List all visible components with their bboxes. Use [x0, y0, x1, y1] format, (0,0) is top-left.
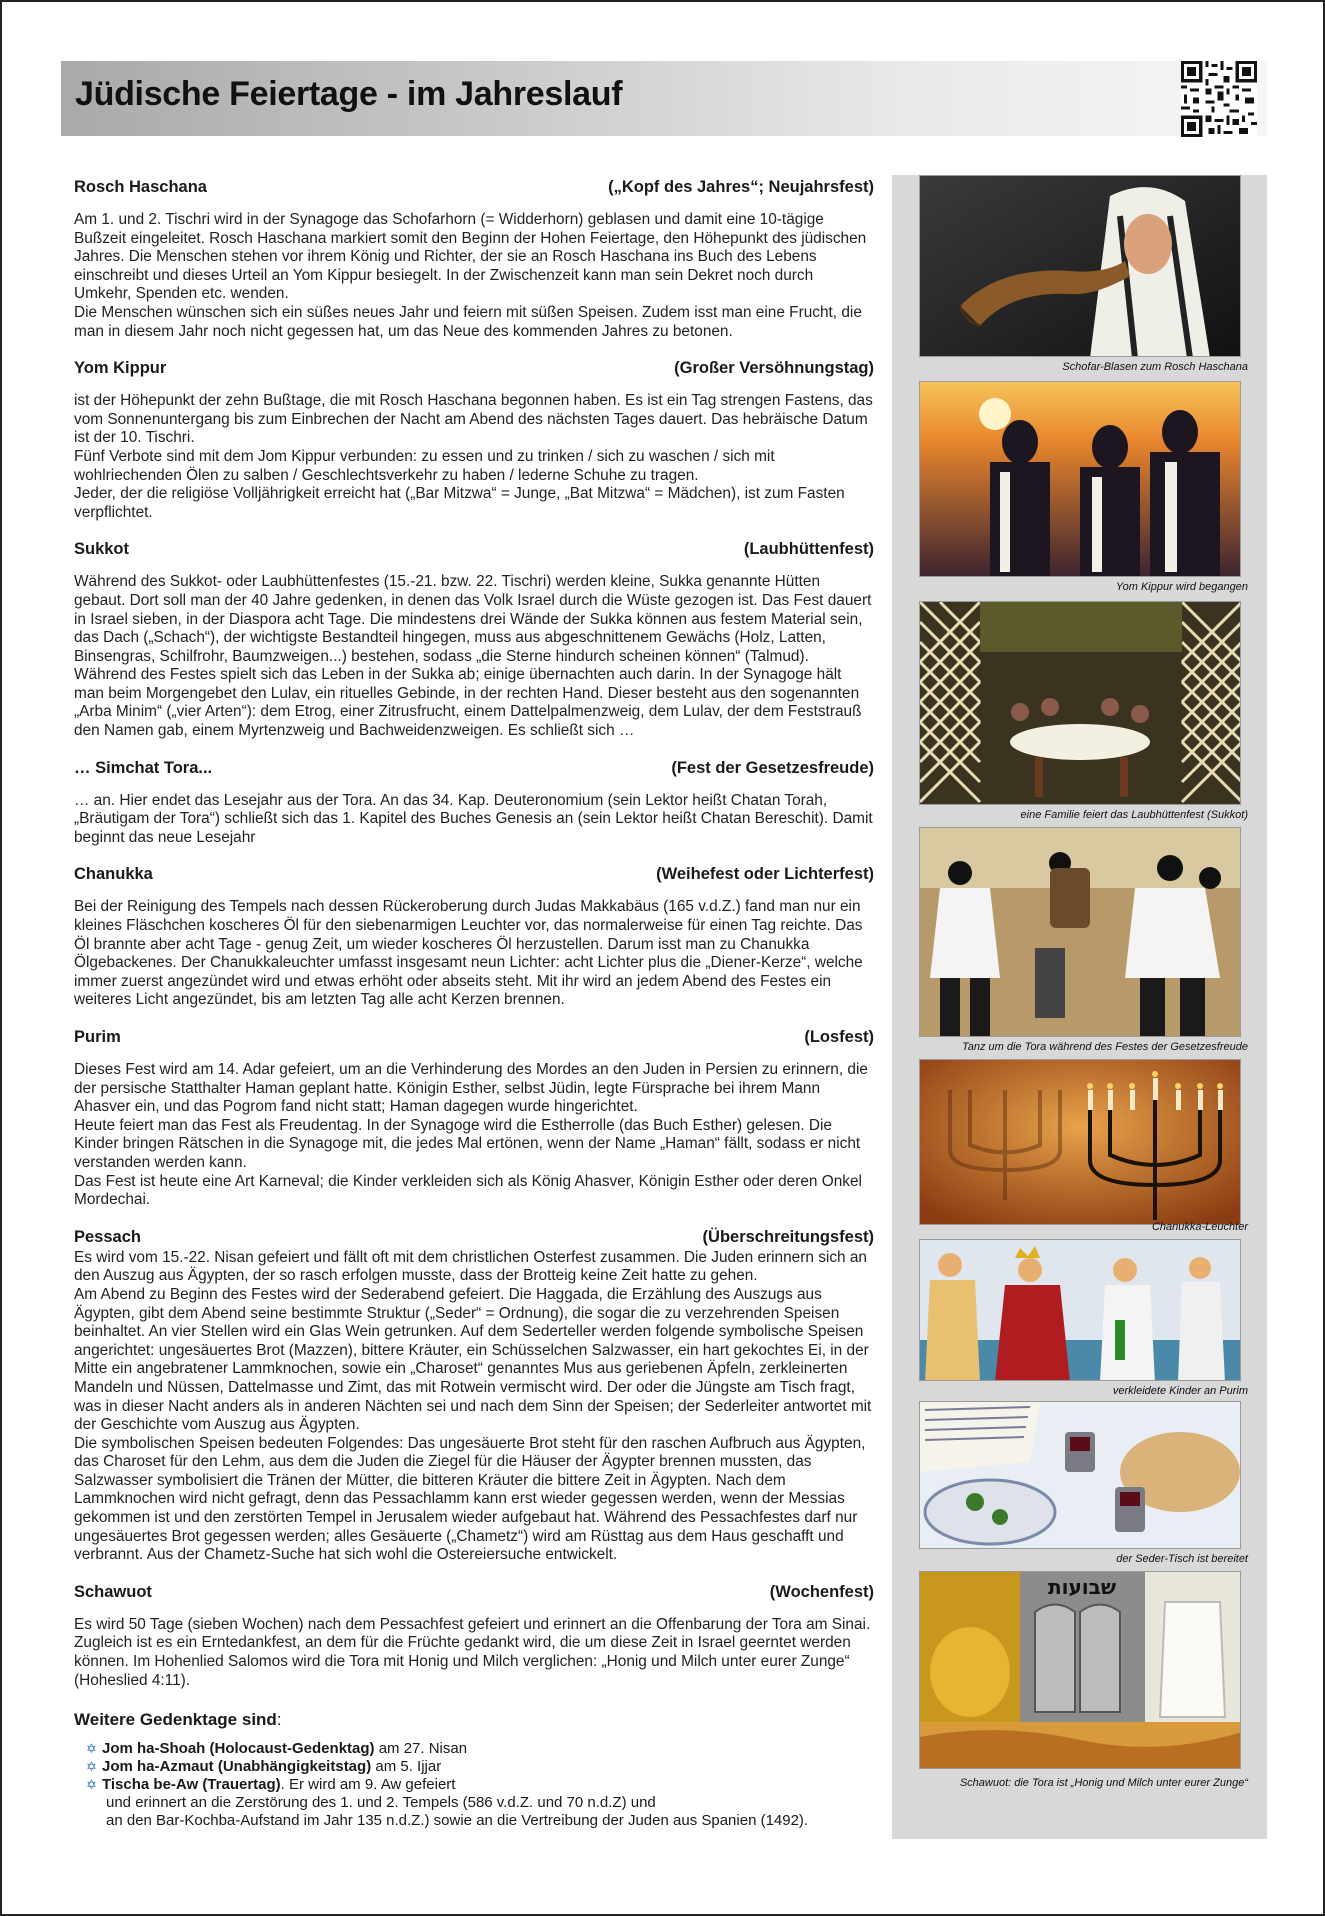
- photo-caption: Schofar-Blasen zum Rosch Haschana: [1062, 361, 1248, 373]
- section-title: Purim: [74, 1028, 121, 1046]
- photo-caption: eine Familie feiert das Laubhüttenfest (Sukkot): [1020, 809, 1248, 821]
- section-rosch-haschana: [74, 178, 874, 341]
- list-continuation: [74, 1794, 874, 1830]
- section-title: … Simchat Tora...: [74, 758, 213, 777]
- section-paragraph: Bei der Reinigung des Tempels nach dessen Rückeroberung durch Judas Makkabäus (165 v.d.Z.) fand man nur ein kleines Fläschchen koscheres Öl für den siebenarmigen Leuchter vor, das normalerweise für einen Tag reichte. Das Öl brannte aber acht Tage - genug Zeit, um wieder koscheres Öl herzustellen. Darum isst man zu Chanukka Ölgebackenes. Der Chanukkaleuchter umfasst insgesamt neun Lichter: acht Lichter plus die „Diener-Kerze“, welche immer zuerst angezündet wird und etwas erhöht oder abseits steht. Mit ihr wird an jedem Abend des Festes ein weiteres Licht angezündet, bis am letzten Tag alle acht Kerzen brennen.: [74, 898, 863, 1009]
- further-title: Weitere Gedenktage sind: [74, 1710, 277, 1730]
- section-subtitle: (Weihefest oder Lichterfest): [656, 865, 874, 884]
- photo-shofar: [919, 175, 1241, 357]
- section-paragraph: Es wird vom 15.-22. Nisan gefeiert und fällt oft mit dem christlichen Osterfest zusammen. Die Juden erinnern sich an den Auszug aus Ägypten, der so rasch erfolgen musste, dass der Brotteig keine Zeit hatte zu gehen.: [74, 1248, 867, 1285]
- section-yom-kippur: [74, 359, 874, 522]
- section-paragraph: Jeder, der die religiöse Volljährigkeit erreicht hat („Bar Mitzwa“ = Junge, „Bat Mitzwa“ = Mädchen), ist zum Fasten verpflichtet.: [74, 485, 845, 521]
- section-chanukka: [74, 865, 874, 1010]
- further-title-colon: :: [276, 1710, 282, 1730]
- photo-caption: Schawuot: die Tora ist „Honig und Milch unter eurer Zunge“: [959, 1777, 1248, 1789]
- list-item: [86, 1758, 874, 1776]
- list-item-bold: Jom ha-Azmaut (Unabhängigkeitstag): [102, 1758, 372, 1776]
- continuation-line: an den Bar-Kochba-Aufstand im Jahr 135 n.d.Z.) sowie an die Vertreibung der Juden aus Spanien (1492).: [106, 1812, 809, 1830]
- star-of-david-icon: ✡: [86, 1759, 97, 1775]
- section-title: Chanukka: [74, 865, 153, 884]
- further-days: [74, 1710, 874, 1830]
- header-bar: [61, 61, 1267, 136]
- section-paragraph: Es wird 50 Tage (sieben Wochen) nach dem Pessachfest gefeiert und erinnert an die Offenbarung der Tora am Sinai. Zugleich ist es ein Erntedankfest, an dem für die Früchte gedankt wird, die um diese Zeit in Israel geerntet werden können. Im Hohenlied Salomos wird die Tora mit Honig und Milch verglichen: „Honig und Milch unter eurer Zunge“ (Hoheslied 4:11).: [74, 1615, 871, 1689]
- star-of-david-icon: ✡: [86, 1777, 97, 1793]
- section-purim: [74, 1028, 874, 1210]
- section-sukkot: [74, 540, 874, 740]
- section-subtitle: („Kopf des Jahres“; Neujahrsfest): [608, 178, 874, 196]
- section-paragraph: Am Abend zu Beginn des Festes wird der Sederabend gefeiert. Die Haggada, die Erzählung des Auszugs aus Ägypten, gibt dem Abend seine bestimmte Struktur („Seder“ = Ordnung), die sogar die zu verzehrenden Speisen beinhaltet. An vier Stellen wird ein Glas Wein getrunken. Auf dem Sederteller werden folgende symbolische Speisen angerichtet: ungesäuertes Brot (Mazzen), bittere Kräuter, ein Schüsselchen Salzwasser, ein hart gekochtes Ei, in der Mitte ein angebratener Lammknochen, sowie ein „Charoset“ genanntes Mus aus geriebenen Äpfeln, zerkleinerten Mandeln und Nüssen, Dattelmasse und Zimt, das mit Rotwein vermischt wird. Der oder die Jüngste am Tisch fragt, was in dieser Nacht anders als in anderen Nächten sei und nach dem Sinn der Speisen; der Sederleiter antwortet mit der Geschichte vom Auszug aus Ägypten.: [74, 1285, 872, 1434]
- photo-hebrew-text: שבועות: [1047, 1575, 1117, 1599]
- qr-code-icon: [1181, 61, 1257, 137]
- list-item-text: . Er wird am 9. Aw gefeiert: [280, 1776, 456, 1794]
- photo-caption: der Seder-Tisch ist bereitet: [1116, 1553, 1248, 1565]
- main-text-column: [74, 178, 874, 1830]
- section-paragraph: Das Fest ist heute eine Art Karneval; die Kinder verkleiden sich als König Ahasver, Königin Esther oder deren Onkel Mordechai.: [74, 1172, 862, 1209]
- photo-caption: Chanukka-Leuchter: [1151, 1221, 1248, 1233]
- section-title: Sukkot: [74, 540, 130, 559]
- photo-caption: Yom Kippur wird begangen: [1115, 581, 1248, 593]
- photo-seder: [919, 1401, 1241, 1549]
- section-title: Pessach: [74, 1227, 141, 1246]
- photo-sidebar: [892, 175, 1267, 1839]
- page-title: Jüdische Feiertage - im Jahreslauf: [75, 75, 623, 113]
- continuation-line: und erinnert an die Zerstörung des 1. und 2. Tempels (586 v.d.Z. und 70 n.d.Z) und: [106, 1794, 656, 1812]
- section-subtitle: (Laubhüttenfest): [743, 540, 874, 559]
- photo-schawuot: [919, 1571, 1241, 1769]
- section-subtitle: (Überschreitungsfest): [702, 1227, 874, 1246]
- section-paragraph: Heute feiert man das Fest als Freudentag. In der Synagoge wird die Estherrolle (das Buch Esther) gelesen. Die Kinder bringen Rätschen in die Synagoge mit, die jedes Mal ertönen, wenn der Name „Haman“ fällt, sodass er nicht verstanden werden kann.: [74, 1116, 861, 1171]
- photo-purim: [919, 1239, 1241, 1381]
- list-item-text: am 5. Ijjar: [371, 1758, 442, 1776]
- photo-simchat-tora: [919, 827, 1241, 1037]
- section-subtitle: (Wochenfest): [769, 1582, 874, 1601]
- photo-caption: verkleidete Kinder an Purim: [1112, 1385, 1248, 1397]
- star-of-david-icon: ✡: [86, 1741, 97, 1757]
- list-item: [86, 1740, 874, 1758]
- section-title: Schawuot: [74, 1582, 152, 1601]
- section-paragraph: Die Menschen wünschen sich ein süßes neues Jahr und feiern mit süßen Speisen. Zudem isst man eine Frucht, die man in diesem Jahr noch nicht gegessen hat, um das Neue des kommenden Jahres zu betonen.: [74, 303, 862, 340]
- section-subtitle: (Fest der Gesetzesfreude): [671, 758, 874, 777]
- section-paragraph: Die symbolischen Speisen bedeuten Folgendes: Das ungesäuerte Brot steht für den raschen Aufbruch aus Ägypten, das Charoset für den Lehm, aus dem die Juden die Ziegel für die Häuser der Ägypter brennen mussten, das Salzwasser symbolisiert die Tränen der Mütter, die bitteren Kräuter die bittere Zeit in Ägypten. Nach dem Lammknochen wird nicht gefragt, denn das Pessachlamm kann erst wieder gegessen werden, wenn der Messias gekommen ist und den zerstörten Tempel in Jerusalem wieder aufgebaut hat. Während des Pessachfestes darf nur ungesäuertes Brot gegessen werden; alles Gesäuerte („Chametz“) wird am Rüsttag aus dem Haus geschafft und verbrannt. Aus der Chametz-Suche hat sich wohl die Ostereiersuche entwickelt.: [74, 1434, 866, 1564]
- photo-yom-kippur: [919, 381, 1241, 577]
- section-title: Rosch Haschana: [74, 178, 207, 196]
- section-subtitle: (Großer Versöhnungstag): [674, 359, 874, 378]
- section-paragraph: Während des Sukkot- oder Laubhüttenfestes (15.-21. bzw. 22. Tischri) werden kleine, Sukka genannte Hütten gebaut. Dort soll man der 40 Jahre gedenken, in denen das Volk Israel durch die Wüste gezogen ist. Das Fest dauert in Israel sieben, in der Diaspora acht Tage. Die mindestens drei Wände der Sukka können aus festem Material sein, das Dach („Schach“), der wichtigste Bestandteil hingegen, muss aus abgeschnittenem Gewächs (Holz, Latten, Binsengras, Schilfrohr, Baumzweigen...) bestehen, sodass „die Sterne hindurch scheinen können“ (Talmud). Während des Festes spielt sich das Leben in der Sukka ab; einige übernachten auch darin. In der Synagoge hält man beim Morgengebet den Lulav, ein rituelles Gebinde, in der rechten Hand. Dieser besteht aus den sogenannten „Arba Minim“ („vier Arten“): dem Etrog, einer Zitrusfrucht, einem Dattelpalmenzweig, dem Lulav, der dem Feststrauß den Namen gab, einem Myrtenzweig und Bachweidenzweigen. Es schließt sich …: [74, 573, 872, 740]
- photo-chanukka: [919, 1059, 1241, 1225]
- list-item-bold: Jom ha-Shoah (Holocaust-Gedenktag): [102, 1740, 375, 1758]
- section-subtitle: (Losfest): [804, 1028, 874, 1046]
- section-paragraph: … an. Hier endet das Lesejahr aus der Tora. An das 34. Kap. Deuteronomium (sein Lektor heißt Chatan Torah, „Bräutigam der Tora“) schließt sich das 1. Kapitel des Buches Genesis an (sein Lektor heißt Chatan Bereschit). Damit beginnt das neue Lesejahr: [74, 791, 873, 846]
- section-schawuot: [74, 1583, 874, 1690]
- photo-sukkot: [919, 601, 1241, 805]
- section-title: Yom Kippur: [74, 359, 167, 378]
- section-paragraph: Dieses Fest wird am 14. Adar gefeiert, um an die Verhinderung des Mordes an den Juden in Persien zu erinnern, die der persische Statthalter Haman geplant hatte. Königin Esther, selbst Jüdin, legte Fürsprache bei ihrem Mann Ahasver ein, und das Pogrom fand nicht statt; Haman dagegen wurde hingerichtet.: [74, 1061, 868, 1116]
- section-simchat-tora: [74, 759, 874, 848]
- photo-caption: Tanz um die Tora während des Festes der Gesetzesfreude: [962, 1041, 1248, 1053]
- list-item-bold: Tischa be-Aw (Trauertag): [102, 1776, 281, 1794]
- section-paragraph: Fünf Verbote sind mit dem Jom Kippur verbunden: zu essen und zu trinken / sich zu waschen / sich mit wohlriechenden Ölen zu salben / Geschlechtsverkehr zu haben / lederne Schuhe zu tragen.: [74, 447, 775, 484]
- list-item-text: am 27. Nisan: [374, 1740, 468, 1758]
- section-paragraph: ist der Höhepunkt der zehn Bußtage, die mit Rosch Haschana begonnen haben. Es ist ein Tag strengen Fastens, das vom Sonnenuntergang bis zum Einbrechen der Nacht am Abend des nächsten Tages dauert. Das hebräische Datum ist der 10. Tischri.: [74, 392, 873, 447]
- list-item: [86, 1776, 874, 1794]
- section-paragraph: Am 1. und 2. Tischri wird in der Synagoge das Schofarhorn (= Widderhorn) geblasen und damit eine 10-tägige Bußzeit eingeleitet. Rosch Haschana markiert somit den Beginn der Hohen Feiertage, den Höhepunkt des jüdischen Jahres. Die Menschen stehen vor ihrem König und Richter, der sie an Rosch Haschana ins Buch des Lebens einschreibt und dieses Urteil an Yom Kippur besiegelt. In der Zwischenzeit kann man sein Dekret noch durch Umkehr, Spenden etc. wenden.: [74, 211, 867, 303]
- section-pessach: [74, 1228, 874, 1565]
